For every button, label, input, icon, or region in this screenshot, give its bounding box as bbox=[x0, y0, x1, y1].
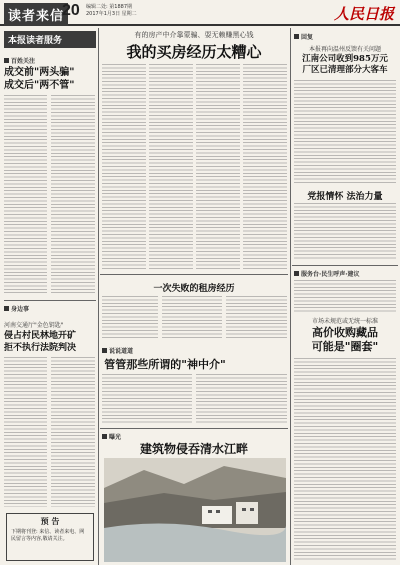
square-icon bbox=[4, 58, 9, 63]
tag-reply bbox=[294, 32, 313, 41]
tag-commentary bbox=[102, 346, 133, 355]
text-block bbox=[4, 95, 47, 295]
tag-public-concern bbox=[4, 56, 35, 65]
riverside-photo-image bbox=[104, 458, 286, 562]
photo-headline: 建筑物侵吞清水江畔 bbox=[139, 442, 248, 456]
right-headline-1: 江南公司收到985万元 厂区已清理部分大客车 bbox=[302, 54, 388, 75]
text-block bbox=[51, 357, 95, 507]
divider bbox=[100, 274, 288, 275]
column-divider-left bbox=[98, 28, 99, 565]
top-headline: 我的买房经历太糟心 bbox=[126, 43, 262, 61]
text-block bbox=[4, 357, 47, 507]
text-block bbox=[196, 374, 287, 424]
right-kicker: 本报再向温州反馈有关问题 bbox=[308, 46, 381, 53]
text-block bbox=[51, 95, 95, 295]
text-block bbox=[102, 374, 192, 424]
service-banner: 本报读者服务 bbox=[4, 31, 96, 48]
text-block bbox=[149, 64, 193, 269]
tag-public-concern-label: 百姓关注 bbox=[11, 58, 36, 65]
tag-nearby bbox=[4, 304, 29, 313]
square-icon bbox=[294, 34, 299, 39]
square-icon bbox=[4, 306, 9, 311]
riverside-photo bbox=[104, 458, 286, 562]
tag-service bbox=[294, 269, 360, 278]
tag-exposure-label: 曝光 bbox=[109, 434, 122, 441]
notice-title: 预 告 bbox=[40, 517, 60, 526]
issue-meta bbox=[86, 4, 137, 18]
tag-reply-label: 回复 bbox=[301, 34, 314, 41]
newspaper-logo: 人民日报 bbox=[333, 5, 394, 23]
mid-headline-1: 一次失败的租房经历 bbox=[153, 284, 235, 294]
tag-commentary-label: 说说道道 bbox=[109, 348, 134, 355]
right-kicker-2: 市场未规范或无统一标准 bbox=[311, 318, 378, 325]
column-divider-right bbox=[290, 28, 291, 565]
tag-nearby-label: 身边事 bbox=[11, 306, 30, 313]
tag-service-label: 服务台·民生呼声·建议 bbox=[301, 271, 360, 278]
square-icon bbox=[102, 434, 107, 439]
notice-text: 下期将刊登: 来信、读者来电、网民留言等内容,敬请关注。 bbox=[11, 529, 85, 542]
mid-headline-2: 管管那些所谓的"神中介" bbox=[104, 358, 226, 371]
section-name: 读者来信 bbox=[4, 3, 68, 26]
text-block bbox=[294, 358, 396, 560]
top-kicker: 有的房产中介靠蒙骗、耍无赖赚黑心钱 bbox=[134, 31, 254, 39]
text-block bbox=[226, 296, 287, 340]
divider bbox=[100, 428, 288, 429]
issue-meta-line1: 编辑二处: 第1887期 bbox=[86, 4, 132, 10]
right-headline-3: 高价收购藏品 可能是"圈套" bbox=[311, 326, 379, 353]
text-block bbox=[243, 64, 287, 269]
text-block bbox=[196, 64, 240, 269]
square-icon bbox=[294, 271, 299, 276]
text-block bbox=[102, 296, 158, 340]
left-headline-1: 成交前"两头骗" 成交后"两不管" bbox=[4, 67, 75, 91]
left-headline-2: 侵占村民林地开矿 拒不执行法院判决 bbox=[4, 331, 77, 353]
divider bbox=[4, 300, 96, 301]
text-block bbox=[294, 80, 396, 185]
right-headline-2: 党报情怀 法治力量 bbox=[307, 192, 383, 202]
issue-meta-line2: 2017年1月3日 星期二 bbox=[86, 11, 137, 17]
divider bbox=[292, 265, 398, 266]
text-block bbox=[294, 280, 396, 312]
sub-kicker: 河南交通厅"金色钥匙" bbox=[4, 322, 64, 329]
square-icon bbox=[102, 348, 107, 353]
text-block bbox=[294, 203, 396, 261]
masthead bbox=[0, 0, 400, 26]
text-block bbox=[162, 296, 222, 340]
text-block bbox=[102, 64, 146, 269]
page-number: 20 bbox=[62, 2, 80, 19]
notice-box bbox=[6, 513, 94, 561]
